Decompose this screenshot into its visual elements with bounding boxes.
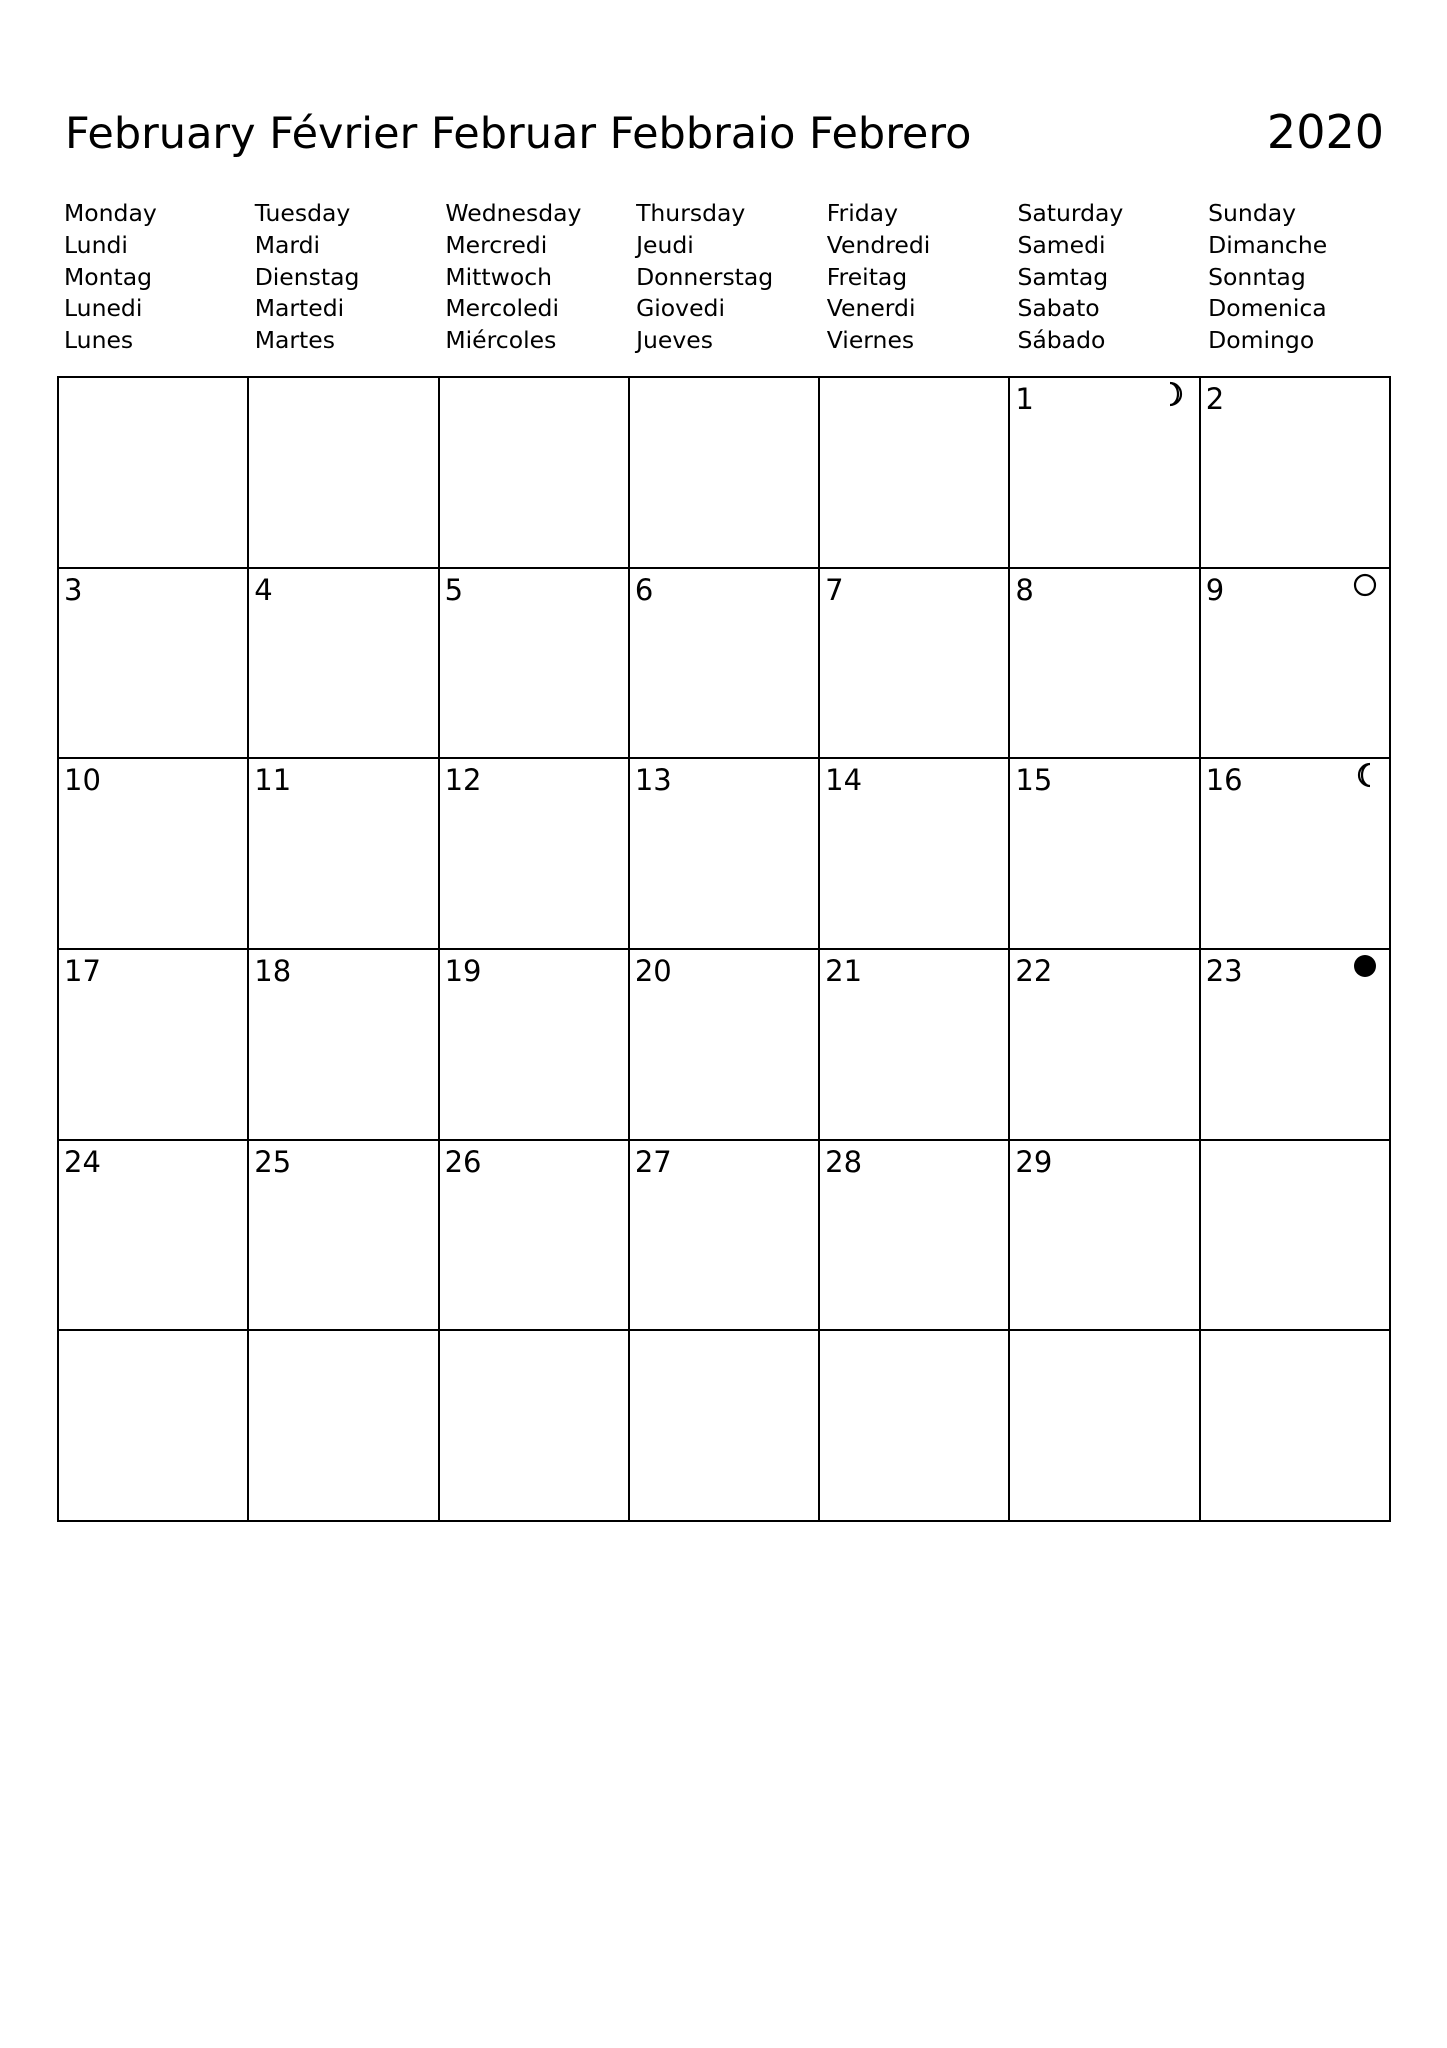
day-number: 9 <box>1205 572 1225 607</box>
day-cell <box>1201 950 1391 1141</box>
weekday-column <box>249 198 440 357</box>
day-number: 2 <box>1205 382 1225 416</box>
day-number: 25 <box>254 1144 292 1179</box>
weekday-column <box>1011 198 1202 357</box>
weekday-column <box>58 198 249 357</box>
day-cell <box>59 378 249 569</box>
weekday-name: Mercoledi <box>445 294 559 323</box>
calendar-grid <box>57 376 1391 1522</box>
day-number: 29 <box>1015 1144 1053 1179</box>
day-cell <box>59 759 249 950</box>
day-number: 12 <box>444 763 482 798</box>
day-cell <box>630 759 820 950</box>
day-cell <box>440 1331 630 1522</box>
weekday-name: Sábado <box>1017 326 1106 355</box>
weekday-column <box>1202 198 1393 357</box>
weekday-name: Mittwoch <box>445 262 553 291</box>
weekday-name: Mercredi <box>445 230 548 259</box>
day-cell <box>630 378 820 569</box>
day-cell <box>440 759 630 950</box>
day-cell <box>1010 950 1200 1141</box>
day-number: 15 <box>1015 763 1053 798</box>
day-number: 18 <box>254 954 292 988</box>
day-number: 21 <box>825 954 863 988</box>
weekday-name: Domingo <box>1208 326 1315 355</box>
day-cell <box>1010 378 1200 569</box>
day-cell <box>59 1331 249 1522</box>
day-cell <box>820 1331 1010 1522</box>
weekday-column <box>821 198 1012 357</box>
weekday-name: Thursday <box>636 199 746 227</box>
calendar-year: 2020 <box>1266 105 1384 159</box>
day-cell <box>1201 569 1391 760</box>
weekday-name: Viernes <box>826 326 915 355</box>
day-cell <box>440 950 630 1141</box>
weekday-name: Miércoles <box>445 326 557 355</box>
weekday-column <box>630 198 821 357</box>
day-number: 27 <box>634 1144 672 1179</box>
day-number: 11 <box>254 763 292 798</box>
day-number: 19 <box>444 954 482 988</box>
day-number: 6 <box>634 572 654 607</box>
weekday-name: Wednesday <box>445 199 582 227</box>
day-cell <box>59 1141 249 1332</box>
weekday-header <box>58 198 1393 357</box>
day-number: 8 <box>1015 572 1034 607</box>
weekday-name: Samedi <box>1017 230 1106 259</box>
day-number: 13 <box>634 763 672 798</box>
weekday-name: Tuesday <box>254 199 351 227</box>
weekday-name: Jeudi <box>636 230 694 259</box>
day-number: 4 <box>254 572 273 607</box>
weekday-name: Friday <box>826 199 898 227</box>
weekday-name: Lunes <box>64 326 134 355</box>
weekday-column <box>439 198 630 357</box>
weekday-name: Donnerstag <box>636 262 774 291</box>
full-moon-icon <box>1351 571 1379 599</box>
day-number: 23 <box>1205 954 1243 988</box>
day-number: 26 <box>444 1144 482 1179</box>
weekday-name: Giovedi <box>636 294 725 323</box>
weekday-name: Sunday <box>1208 199 1297 227</box>
day-cell <box>820 378 1010 569</box>
day-number: 10 <box>64 763 101 798</box>
day-cell <box>630 1141 820 1332</box>
day-cell <box>440 569 630 760</box>
new-moon-icon <box>1351 952 1379 980</box>
day-cell <box>630 1331 820 1522</box>
weekday-name: Sabato <box>1017 294 1100 323</box>
day-number: 14 <box>825 763 863 798</box>
day-number: 24 <box>64 1144 101 1179</box>
calendar-title: February Février Februar Febbraio Febrero <box>65 109 972 159</box>
day-cell <box>1201 378 1391 569</box>
day-cell <box>1010 1141 1200 1332</box>
day-cell <box>249 378 439 569</box>
day-cell <box>249 569 439 760</box>
day-number: 3 <box>64 572 83 607</box>
day-cell <box>630 569 820 760</box>
last-quarter-moon-icon <box>1351 761 1379 789</box>
day-cell <box>820 1141 1010 1332</box>
day-number: 22 <box>1015 954 1053 988</box>
day-cell <box>249 1141 439 1332</box>
weekday-name: Monday <box>64 199 157 227</box>
day-number: 16 <box>1205 763 1243 798</box>
day-cell <box>1201 759 1391 950</box>
day-cell <box>440 378 630 569</box>
weekday-name: Martes <box>254 326 335 355</box>
first-quarter-moon-icon <box>1161 380 1189 408</box>
day-cell <box>820 759 1010 950</box>
weekday-name: Sonntag <box>1208 262 1306 291</box>
day-cell <box>59 569 249 760</box>
weekday-name: Lundi <box>64 230 128 259</box>
day-cell <box>630 950 820 1141</box>
weekday-name: Dienstag <box>254 262 360 291</box>
weekday-name: Venerdi <box>826 294 916 323</box>
day-cell <box>1010 759 1200 950</box>
weekday-name: Freitag <box>826 262 908 291</box>
weekday-name: Dimanche <box>1208 230 1328 259</box>
weekday-name: Mardi <box>254 230 321 259</box>
day-number: 28 <box>825 1144 863 1179</box>
weekday-name: Vendredi <box>826 230 931 259</box>
day-cell <box>820 950 1010 1141</box>
weekday-name: Lunedi <box>64 294 143 323</box>
day-cell <box>440 1141 630 1332</box>
day-cell <box>59 950 249 1141</box>
day-number: 20 <box>634 954 672 988</box>
day-cell <box>249 759 439 950</box>
weekday-name: Samtag <box>1017 262 1109 291</box>
day-cell <box>820 569 1010 760</box>
weekday-name: Martedi <box>254 294 345 323</box>
day-cell <box>1010 1331 1200 1522</box>
day-number: 1 <box>1015 382 1034 416</box>
day-cell <box>249 1331 439 1522</box>
day-number: 5 <box>444 572 464 607</box>
day-number: 7 <box>825 572 844 607</box>
day-cell <box>249 950 439 1141</box>
weekday-name: Montag <box>64 262 153 291</box>
weekday-name: Saturday <box>1017 199 1124 227</box>
day-number: 17 <box>64 954 101 988</box>
weekday-name: Jueves <box>636 326 713 355</box>
weekday-name: Domenica <box>1208 294 1327 323</box>
day-cell <box>1010 569 1200 760</box>
day-cell <box>1201 1141 1391 1332</box>
day-cell <box>1201 1331 1391 1522</box>
